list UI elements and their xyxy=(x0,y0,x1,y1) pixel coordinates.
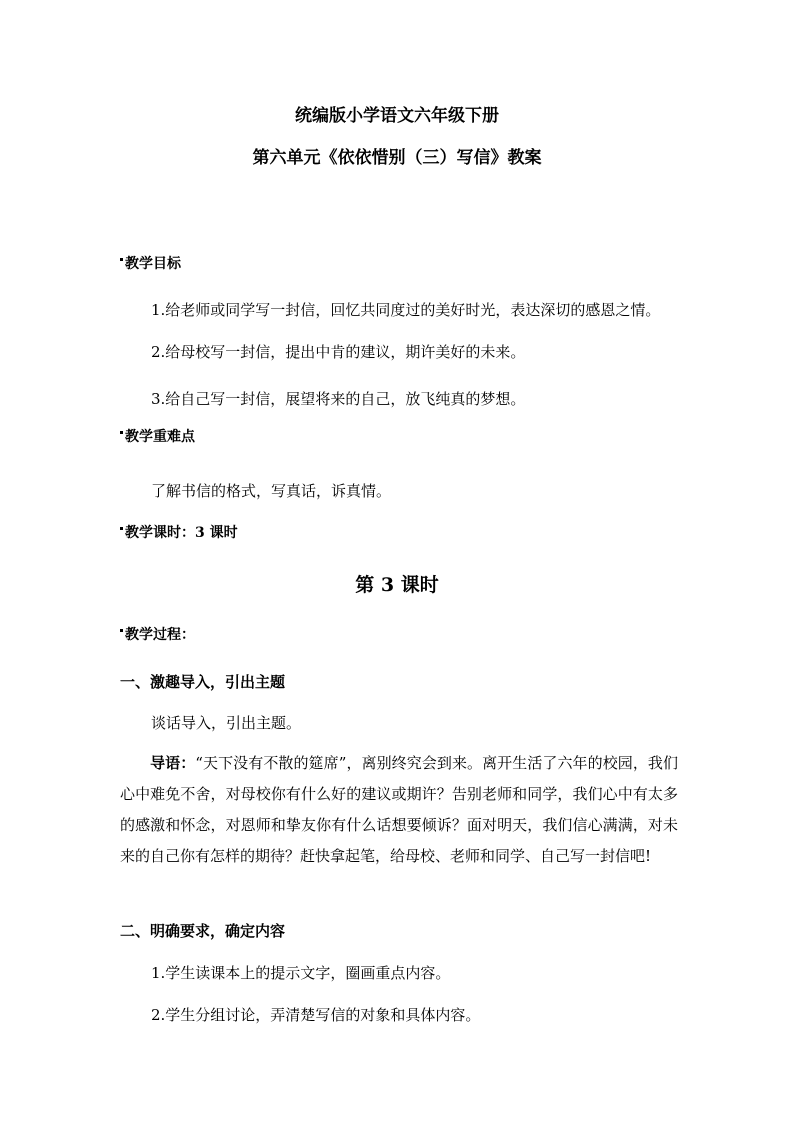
bullet-icon xyxy=(120,629,123,632)
paragraph-label: 导语： xyxy=(150,754,196,772)
key-points-text: 了解书信的格式，写真话，诉真情。 xyxy=(151,482,392,500)
section-1-line: 谈话导入，引出主题。 xyxy=(151,714,302,732)
goal-item-2: 2.给母校写一封信，提出中肯的建议，期许美好的未来。 xyxy=(151,343,526,361)
heading-text: 教学重难点 xyxy=(125,429,195,445)
bullet-icon xyxy=(120,431,123,434)
document-subtitle: 第六单元《依依惜别（三）写信》教案 xyxy=(252,148,542,168)
document-title: 统编版小学语文六年级下册 xyxy=(295,106,499,126)
bullet-icon xyxy=(120,527,123,530)
heading-text: 教学目标 xyxy=(125,256,181,272)
section-heading-hours xyxy=(120,523,238,543)
section-heading-goals xyxy=(120,254,181,274)
section-2-item-1: 1.学生读课本上的提示文字，圈画重点内容。 xyxy=(151,964,451,982)
section-2-item-2: 2.学生分组讨论，弄清楚写信的对象和具体内容。 xyxy=(151,1006,481,1024)
goal-item-3: 3.给自己写一封信，展望将来的自己，放飞纯真的梦想。 xyxy=(151,390,526,408)
section-heading-process xyxy=(120,625,195,645)
section-1-heading: 一、激趣导入，引出主题 xyxy=(120,673,286,691)
heading-text: 教学过程： xyxy=(125,627,195,643)
lesson-title: 第 3 课时 xyxy=(355,574,439,596)
heading-text: 教学课时：3 课时 xyxy=(125,525,238,541)
intro-paragraph xyxy=(120,748,678,872)
goal-item-1: 1.给老师或同学写一封信，回忆共同度过的美好时光，表达深切的感恩之情。 xyxy=(151,301,661,319)
section-2-heading: 二、明确要求，确定内容 xyxy=(120,922,286,940)
section-heading-key-points xyxy=(120,427,195,447)
bullet-icon xyxy=(120,258,123,261)
paragraph-text: “天下没有不散的筵席”，离别终究会到来。离开生活了六年的校园，我们心中难免不舍，对母校你有什么好的建议或期许？告别老师和同学，我们心中有太多的感激和怀念，对恩师和挚友你有什么话想要倾诉？面对明天，我们信心满满，对未来的自己你有怎样的期待？赶快拿起笔，给母校、老师和同学、自己写一封信吧! xyxy=(120,754,678,865)
